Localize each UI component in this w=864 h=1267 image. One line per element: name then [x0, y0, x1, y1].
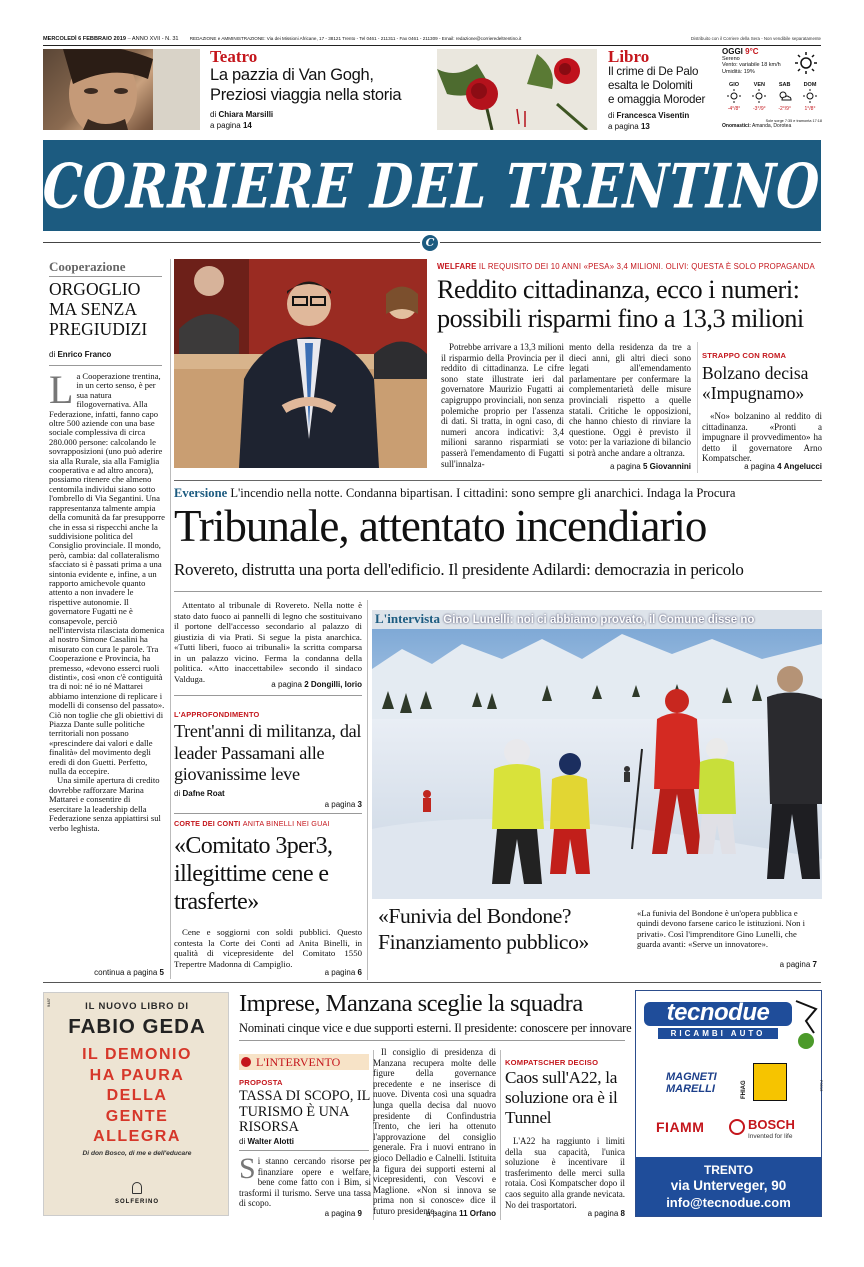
welfare-kicker: WELFARE IL REQUISITO DEI 10 ANNI «PESA» 3,4 MILIONI. OLIVI: QUESTA È SOLO PROPAGANDA — [437, 262, 815, 271]
geda-title-line: GENTE — [105, 1107, 169, 1125]
intervento-dropcap: S — [239, 1152, 256, 1185]
geda-author: FABIO GEDA — [68, 1015, 206, 1038]
ski-photo — [372, 629, 822, 899]
forecast-day — [773, 82, 797, 113]
brand-fhiag: FHIAG — [741, 1080, 747, 1099]
tecnodue-sub: RICAMBI AUTO — [658, 1028, 778, 1039]
teatro-byline: di Chiara Marsilli — [210, 110, 274, 119]
teatro-title: La pazzia di Van Gogh, Preziosi viaggia nella storia — [210, 66, 402, 104]
coop-dropcap: L — [49, 372, 74, 412]
teatro-page: a pagina 14 — [210, 121, 252, 130]
tecnodue-city: TRENTO — [703, 1163, 754, 1177]
eversione-title: Tribunale, attentato incendiario — [174, 501, 707, 551]
brand-fiamm: FIAMM — [656, 1119, 705, 1135]
geda-title — [44, 1045, 230, 1148]
imprese-subtitle: Nominati cinque vice e due supporti esterni. Il presidente: conoscere per innovare — [239, 1021, 632, 1035]
actor-face-image — [43, 49, 200, 130]
fhiag-logo — [753, 1063, 787, 1101]
tecnodue-email[interactable]: info@tecnodue.com — [666, 1195, 791, 1210]
a22-kicker: KOMPATSCHER DECISO — [505, 1058, 599, 1067]
fugatti-photo — [174, 259, 427, 468]
geda-ad-code: 9487 — [46, 998, 51, 1007]
weather-temp: 9°C — [745, 47, 759, 56]
issue-date: MERCOLEDÌ 6 FEBBRAIO 2019 — [43, 36, 126, 42]
distribution-note: Distribuito con il Corriere della Sera - Non vendibile separatamente — [687, 34, 821, 44]
coop-byline: di Enrico Franco — [49, 350, 112, 359]
bolzano-kicker: STRAPPO CON ROMA — [702, 351, 787, 360]
eversione-text: Attentato al tribunale di Rovereto. Nella notte è stato dato fuoco ai pannelli di legno che sostituivano il portone dell'accesso secondario al palazzo di giustizia di via Prati. Si segue la pista anarchica. «Tutti liberi, fuoco ai tribunali» la scritta comparsa in un palazzo vicino. Ferma la condanna della politica. «Atto inaccettabile» secondo il sindaco Valduga. — [174, 600, 362, 684]
intervista-page-ref[interactable]: a pagina 7 — [779, 960, 817, 969]
a22-page-ref[interactable]: a pagina 8 — [587, 1209, 625, 1218]
onomastici: Onomastici: Amanda, Dorotea — [722, 123, 792, 129]
sun-icon — [752, 89, 766, 103]
comitato-kicker: CORTE DEI CONTI ANITA BINELLI NEI GUAI — [174, 819, 330, 828]
geda-title-line: IL DEMONIO — [82, 1046, 192, 1063]
bolzano-page-ref[interactable]: a pagina 4 Angelucci — [744, 462, 822, 471]
children-skiing-image — [372, 629, 822, 899]
eversione-kicker: Eversione L'incendio nella notte. Condanna bipartisan. I cittadini: sono sempre gli anarchici. Indaga la Procura — [174, 486, 736, 500]
approfondimento-title: Trent'anni di militanza, dal leader Passamani alle giovanissime leve — [174, 721, 362, 784]
comitato-page-ref[interactable]: a pagina 6 — [324, 968, 362, 977]
forecast-day-name: DOM — [803, 82, 817, 88]
tecnodue-ad-code: F0016 — [819, 1080, 824, 1092]
geda-title-line: HA PAURA — [89, 1066, 185, 1084]
sun-icon — [727, 89, 741, 103]
forecast-day-temps: -2°/9° — [778, 106, 791, 112]
eversione-page-ref[interactable]: a pagina 2 Dongilli, Iorio — [271, 680, 362, 689]
top-rule — [43, 45, 821, 46]
weather-humidity: Umidità: 19% — [722, 68, 755, 75]
weather-today: OGGI — [722, 47, 743, 56]
teatro-label: Teatro — [210, 47, 258, 66]
top-bar: MERCOLEDÌ 6 FEBBRAIO 2019 – ANNO XVII - N. 31 REDAZIONE e AMMINISTRAZIONE: Via dei Missioni Africane, 17 - 38121 Trento - Tel 0461 - 211311 - Fax 0461 - 211309 - Email: redazione@corrieredeltrentino.it Distribuito con il Corriere della Sera - Non vendibile separatamente — [43, 36, 821, 42]
approfondimento-page-ref[interactable]: a pagina 3 — [324, 800, 362, 809]
forecast-day-name: VEN — [753, 82, 765, 88]
intervento-label: L'INTERVENTO — [256, 1055, 341, 1069]
weather-wind: Vento: variabile 18 km/h — [722, 62, 781, 69]
racing-flag-icon — [794, 999, 818, 1053]
geda-top: IL NUOVO LIBRO DI — [85, 1001, 189, 1012]
approfondimento-byline: di Dafne Roat — [174, 789, 225, 798]
imprese-text: Il consiglio di presidenza di Manzana recupera molte delle figure della governance precedente e ne inserisce di nuove. Diventa così una squadra lunga quella decisa dal nuovo presidente di Confindustria Trento, che ieri ha ottenuto l'approvazione del consiglio generale. Fra i nuovi entrano in gioco Delladio e Calnelli. Istituita la figura dei supporti esterni al vicepresidenti, con Vescovi e Maglione. «Non si innova se prima non si conosce» dice il futuro presidente. — [373, 1047, 496, 1216]
a22-title: Caos sull'A22, la soluzione ora è il Tunnel — [505, 1068, 618, 1127]
weather-forecast — [722, 82, 822, 113]
coop-body: La Cooperazione trentina, in un certo senso, è per sua natura filogovernativa. Alla Federazione, infatti, fanno capo oltre 500 aziende con una base sociale complessiva di circa 280.000 persone: calcolando le sovrapposizioni (uno può aderire sia alla Rurale, sia alla Famiglia cooperativa e ad altro ancora), possiamo ritenere che almeno centomila individui siano sotto l'ombrello di Via Segantini. Una rappresentanza talmente ampia della comunità da far presupporre che in essa si rispecchi anche la suddivisione politica del Consiglio provinciale. Il mondo, però, cambia: dal collateralismo sfacciato si è passati prima a una sintonia evidente e, infine, a un rapporto amichevole quanto attento a non invadere le rispettive autonomie. Il governatore Fugatti ne è consapevole, perciò nell'intervista rilasciata domenica al nostro Simone Casalini ha misurato con cura le parole. Tra Cooperazione e Provincia, ha premesso, «devono esserci ruoli distinti», così «non c'è contiguità tra di noi: né io né Mattarei abbiamo intenzione di replicare i modelli di consenso del passato». Ciò non toglie che gli obiettivi di Piazza Dante sulle politiche territoriali non possano «prescindere dai valori e dalle finalità» del movimento degli eredi di don Guetti. Perfetto, nulla da eccepire. Una simile apertura di credito dovrebbe rafforzare Marina Mattarei e consentire di esercitare la leadership della Federazione senza appiattirsi sul verbo leghista. — [49, 372, 165, 833]
brand-bosch: BOSCH — [748, 1117, 795, 1132]
masthead-title: CORRIERE DEL TRENTINO — [41, 149, 823, 222]
eversione-subtitle: Rovereto, distrutta una porta dell'edificio. Il presidente Adilardi: democrazia in pericolo — [174, 560, 744, 579]
politician-at-podium-image — [174, 259, 427, 468]
tecnodue-brand: tecnodue — [666, 999, 770, 1026]
bosch-tagline: Invented for life — [748, 1133, 793, 1140]
libro-byline: di Francesca Visentin — [608, 111, 690, 120]
forecast-day-temps: 1°/8° — [804, 106, 816, 112]
imprese-page-ref[interactable]: a pagina 11 Orfano — [426, 1209, 496, 1218]
geda-book-ad[interactable] — [43, 992, 229, 1216]
intervento-kicker: PROPOSTA — [239, 1078, 283, 1087]
libro-photo — [437, 49, 597, 130]
intervento-byline: di Walter Alotti — [239, 1137, 294, 1146]
intervista-title: «Funivia del Bondone? Finanziamento pubblico» — [378, 904, 589, 954]
geda-title-line: ALLEGRA — [93, 1128, 181, 1145]
geda-subtitle: Di don Bosco, di me e dell'educare — [82, 1150, 192, 1157]
intervento-icon — [241, 1057, 251, 1067]
sun-icon — [803, 89, 817, 103]
a22-text: L'A22 ha raggiunto i limiti della sua capacità, l'unica soluzione è incentivare il trasferimento delle merci sulla rotaia. Così Kompatscher dopo il caos seguito alla grande nevicata. No dei trasportatori. — [505, 1136, 625, 1210]
welfare-page-ref[interactable]: a pagina 5 Giovannini — [610, 462, 691, 471]
welfare-col1: Potrebbe arrivare a 13,3 milioni il risparmio della Provincia per il reddito di cittadinanza. Le cifre sono state illustrate ieri dal governatore Maurizio Fugatti ai capigruppo provinciali, non senza polemiche proprio per l'assenza di dati. Si tratta, in ogni caso, di numeri ancora indicativi: 3,4 milioni saranno risparmiati se passerà l'emendamento di Fugatti sull'innalza- — [441, 342, 564, 469]
libro-title: Il crime di De Palo esalta le Dolomiti e omaggia Moroder — [608, 65, 706, 106]
welfare-title: Reddito cittadinanza, ecco i numeri: possibili risparmi fino a 13,3 milioni — [437, 275, 804, 333]
coop-title: ORGOGLIO MA SENZA PREGIUDIZI — [49, 279, 148, 339]
geda-title-line: DELLA — [106, 1087, 168, 1104]
intervista-kicker: L'intervista Gino Lunelli: noi ci abbiamo provato, il Comune disse no — [375, 611, 755, 626]
libro-page: a pagina 13 — [608, 122, 650, 131]
libro-label: Libro — [608, 47, 650, 66]
comitato-text: Cene e soggiorni con soldi pubblici. Questo contesta la Corte dei Conti ad Anita Binelli, in qualità di vicepresidente del Comitato 1550 Trepertre Madonna di Campiglio. — [174, 927, 362, 969]
geda-publisher: SOLFERINO — [114, 1199, 159, 1205]
masthead-logo-badge: C — [420, 233, 440, 253]
forecast-day — [747, 82, 771, 113]
intervista-text: «La funivia del Bondone è un'opera pubblica e quindi devono farsene carico le istituzioni. Non i privati». Così l'imprenditore Gino Lunelli, che guarda avanti: «Serve un innovatore». — [637, 908, 806, 949]
coop-section: Cooperazione — [49, 259, 126, 274]
bosch-logo-icon — [729, 1119, 745, 1135]
imprese-title: Imprese, Manzana sceglie la squadra — [239, 990, 583, 1017]
forecast-day-temps: -3°/9° — [753, 106, 766, 112]
redazione-info: REDAZIONE e AMMINISTRAZIONE: Via dei Missioni Africane, 17 - 38121 Trento - Tel 0461 - 211311 - Fax 0461 - 211309 - Email: redazione@corrieredeltrentino.it — [189, 36, 522, 41]
brand-magneti-marelli: MAGNETI MARELLI — [666, 1071, 717, 1095]
approfondimento-kicker: L'APPROFONDIMENTO — [174, 710, 260, 719]
comitato-title: «Comitato 3per3, illegittime cene e trasferte» — [174, 833, 333, 915]
intervento-page-ref[interactable]: a pagina 9 — [324, 1209, 362, 1218]
forecast-day — [798, 82, 822, 113]
partly-cloudy-icon — [778, 89, 792, 103]
intervento-body: Si stanno cercando risorse per finanziare opere e welfare, bene come fatto con i Bim, si trasformi il turismo. Serve una tassa di scopo. — [239, 1152, 371, 1209]
teatro-photo — [43, 49, 200, 130]
solferino-logo-icon — [132, 1182, 142, 1194]
forecast-day-name: GIO — [728, 82, 740, 88]
tecnodue-address: via Unterveger, 90 — [670, 1178, 787, 1193]
coop-continue[interactable]: continua a pagina 5 — [94, 968, 164, 977]
rose-image — [437, 49, 597, 130]
forecast-day — [722, 82, 746, 113]
bolzano-text: «No» bolzanino al reddito di cittadinanza. «Pronti a impugnare il provvedimento» ha detto il governatore Arno Kompatscher. — [702, 411, 822, 463]
bolzano-title: Bolzano decisa «Impugnamo» — [702, 363, 809, 403]
intervento-title: TASSA DI SCOPO, IL TURISMO È UNA RISORSA — [239, 1088, 370, 1135]
issue-edition: ANNO XVII - N. 31 — [131, 36, 179, 42]
weather-box — [722, 49, 822, 132]
weather-sky: Sereno — [722, 55, 740, 62]
forecast-day-name: SAB — [778, 82, 791, 88]
sun-icon — [794, 51, 818, 75]
tecnodue-ad[interactable] — [635, 990, 822, 1217]
forecast-day-temps: -4°/8° — [727, 106, 741, 112]
weather-sun-times: Sole sorge 7:35 e tramonta 17:18 — [765, 119, 822, 123]
welfare-col2: mento della residenza da tre a dieci anni, gli altri dieci sono legati all'emendamento parlamentare per confermare la complementarietà delle misure provinciali rispetto a quelle statali. Critiche le opposizioni, che hanno chiesto di rinviare la questione. Oggi è previsto il voto: per la variazione di bilancio si potrà anche andare a oltranza. — [569, 342, 691, 458]
masthead — [43, 140, 821, 231]
